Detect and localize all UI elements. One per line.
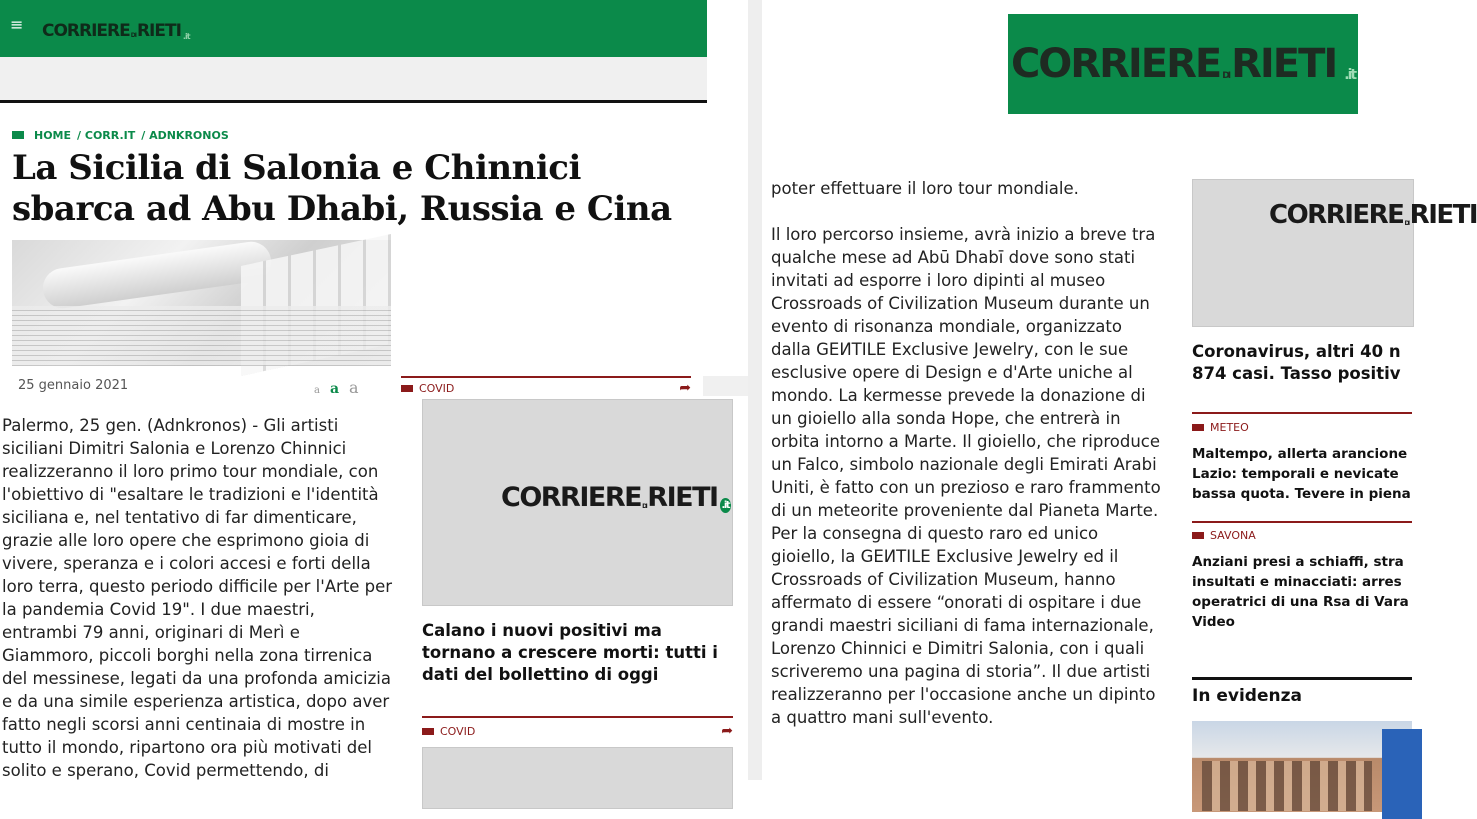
section-title: In evidenza [1192,686,1302,706]
card-title[interactable]: Calano i nuovi positivi ma tornano a crescere morti: tutti i dati del bollettino di oggi [422,621,718,684]
logo-city: RIETI [136,21,181,41]
card-thumbnail[interactable]: CORRIERE DI RIETI .it [422,399,733,606]
sidebar-thumbnail[interactable]: CORRIERE DI RIETI [1192,179,1414,327]
article-body-continued: poter effettuare il loro tour mondiale. Il loro percorso insieme, avrà inizio a breve tra qualche mese ad Abū Dhabī dove sono stati invitati ad esporre i loro dipinti al museo Crossroads of Civilization Museum durante un evento di risonanza mondiale, organizzato dalla GEИTILE Exclusive Jewelry, con le sue esclusive opere di Design e d'Arte uniche al mondo. La kermesse prevede la donazione di un gioiello alla sonda Hope, che entrerà in orbita intorno a Marte. Il gioiello, che riproduce un Falco, simbolo nazionale degli Emirati Arabi Uniti, è fatto con un prezioso e raro frammento di un meteorite proveniente dal Pianeta Marte. Per la consegna di questo raro ed unico gioiello, la GEИTILE Exclusive Jewelry ed il Crossroads of Civilization Museum, hanno affermato di essere “onorati di ospitare i due grandi maestri siciliani di fama internazionale, Lorenzo Chinnici e Dimitri Salonia, con i quali scriveremo una pagina di storia”. Il due artisti realizzeranno per l'occasione anche un dipinto a quattro mani sull'evento. [771,179,1161,727]
card-category[interactable]: COVID [422,725,475,738]
hamburger-icon[interactable]: ≡ [10,15,24,34]
section-divider [1192,677,1412,680]
font-small-button[interactable]: a [314,385,320,396]
font-medium-button[interactable]: a [329,381,340,397]
card-thumbnail[interactable] [422,747,733,809]
evidenza-image[interactable] [1192,721,1412,812]
page-title: La Sicilia di Salonia e Chinnici sbarca ad Abu Dhabi, Russia e Cina [12,148,672,229]
panel-separator [748,0,762,812]
sidebar-item-title[interactable]: Anziani presi a schiaffi, stra insultati e minacciati: arres operatrici di una Rsa di Vara Video [1192,554,1409,630]
breadcrumb-corr[interactable]: / CORR.IT [77,128,136,142]
breadcrumb-home[interactable]: HOME [34,128,72,142]
breadcrumb [12,128,229,142]
sidebar-category-savona[interactable]: SAVONA [1192,529,1256,542]
card-category[interactable]: COVID [401,382,454,395]
related-card-2 [422,716,733,744]
ad-strip [0,57,707,101]
hero-image [12,240,391,366]
share-icon[interactable]: ➦ [679,380,691,396]
sidebar-item-title[interactable]: Maltempo, allerta arancione Lazio: temporali e nevicate bassa quota. Tevere in piena [1192,446,1411,502]
font-size-controls [314,378,359,397]
site-logo-large[interactable]: CORRIERE DI RIETI .it [1008,14,1358,114]
share-icon[interactable]: ➦ [721,723,733,739]
logo-tld: .it [182,32,190,41]
font-large-button[interactable]: a [349,378,359,397]
logo-main: CORRIERE [42,21,130,41]
sidebar-top-title[interactable]: Coronavirus, altri 40 n 874 casi. Tasso positiv [1192,342,1401,383]
article-date: 25 gennaio 2021 [18,378,129,393]
related-card-1 [401,376,691,398]
breadcrumb-adnkronos[interactable]: / ADNKRONOS [141,128,229,142]
header-divider [0,100,707,103]
logo-di: DI [130,32,136,39]
sidebar-category-meteo[interactable]: METEO [1192,421,1249,434]
card-gap [703,376,748,396]
site-logo[interactable] [42,13,190,41]
article-body: Palermo, 25 gen. (Adnkronos) - Gli artisti siciliani Dimitri Salonia e Lorenzo Chinnici realizzeranno il loro primo tour mondiale, con l'obiettivo di "esaltare le tradizioni e l'identità siciliana e, nel tentativo di far dimenticare, grazie alle loro opere che esprimono gioia di vivere, speranza e i colori accesi e forti della loro terra, questo periodo difficile per l'Arte per la pandemia Covid 19". I due maestri, entrambi 79 anni, originari di Merì e Giammoro, piccoli borghi nella zona tirrenica del messinese, legati da una profonda amicizia e da una simile esperienza artistica, dopo aver fatto negli scorsi anni centinaia di mostre in tutto il mondo, ripartono ora più motivati del solito e sperano, Covid permettendo, di [2,416,393,780]
breadcrumb-marker-icon [12,131,24,139]
